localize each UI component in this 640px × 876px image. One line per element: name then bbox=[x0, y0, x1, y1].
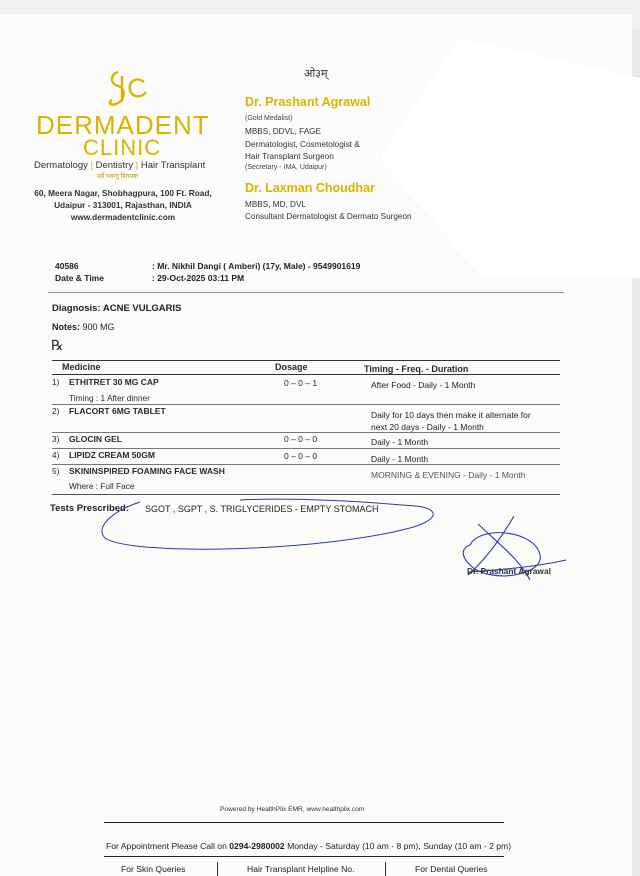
address-line-1: 60, Meera Nagar, Shobhagpura, 100 Ft. Road, bbox=[34, 188, 212, 198]
header-medicine: Medicine bbox=[62, 362, 101, 372]
medicine-note: Timing : 1 After dinner bbox=[69, 393, 150, 403]
header-timing: Timing - Freq. - Duration bbox=[364, 364, 469, 374]
footer-separator bbox=[217, 862, 218, 876]
patient-name: : Mr. Nikhil Dangi ( Amberi) (17y, Male) - 9549901619 bbox=[152, 261, 361, 271]
date-value: : 29-Oct-2025 03:11 PM bbox=[152, 273, 245, 283]
medicine-timing-cont: next 20 days - Daily - 1 Month bbox=[371, 422, 484, 432]
brand-subname: CLINIC bbox=[83, 135, 162, 160]
footer-rule bbox=[104, 856, 504, 857]
medicine-name: SKININSPIRED FOAMING FACE WASH bbox=[69, 466, 225, 476]
tests-label: Tests Prescribed: bbox=[50, 503, 130, 514]
doctor2-line: Consultant Dermatologist & Dermato Surgeon bbox=[245, 212, 412, 221]
notes: Notes: 900 MG bbox=[52, 322, 115, 332]
medicine-name: FLACORT 6MG TABLET bbox=[69, 406, 166, 416]
doctor1-line: Hair Transplant Surgeon bbox=[245, 152, 334, 161]
row-number: 3) bbox=[52, 434, 60, 444]
rx-symbol: ℞ bbox=[51, 338, 64, 354]
medicine-dosage: 0 – 0 – 0 bbox=[284, 451, 318, 461]
doctor2-line: MBBS, MD, DVL bbox=[245, 200, 306, 209]
doctor1-name: Dr. Prashant Agrawal bbox=[245, 95, 371, 109]
medicine-name: ETHITRET 30 MG CAP bbox=[69, 377, 159, 387]
patient-id: 40586 bbox=[55, 261, 79, 271]
clinic-website: www.dermadentclinic.com bbox=[70, 212, 176, 222]
footer-rule bbox=[104, 822, 504, 823]
doctor1-line: Dermatologist, Cosmetologist & bbox=[245, 140, 360, 149]
medicine-dosage: 0 – 0 – 1 bbox=[284, 378, 318, 388]
service-dermatology: Dermatology bbox=[34, 160, 88, 171]
medicine-name: GLOCIN GEL bbox=[69, 434, 122, 444]
powered-by: Powered by HealthPlix EMR, www.healthplix.com bbox=[220, 806, 365, 813]
row-number: 4) bbox=[52, 450, 60, 460]
date-label: Date & Time bbox=[55, 273, 104, 283]
doctor1-line: (Gold Medalist) bbox=[245, 115, 293, 122]
doctor2-name: Dr. Laxman Choudhar bbox=[245, 181, 375, 195]
diagnosis: Diagnosis: ACNE VULGARIS bbox=[52, 303, 182, 314]
clinic-services: Dermatology | Dentistry | Hair Transplant bbox=[34, 160, 206, 171]
doctor1-line: (Secretary - IMA, Udaipur) bbox=[245, 164, 327, 171]
appointment-line: For Appointment Please Call on 0294-2980002 Monday - Saturday (10 am - 8 pm), Sunday (10 am - 2 pm) bbox=[106, 841, 512, 851]
row-number: 1) bbox=[52, 377, 60, 387]
medicine-timing: Daily - 1 Month bbox=[371, 454, 429, 464]
om-symbol: ओ३म् bbox=[304, 67, 328, 80]
footer-separator bbox=[385, 862, 386, 876]
medicine-note: Where : Full Face bbox=[69, 481, 135, 491]
footer-hair-helpline: Hair Transplant Helpline No. bbox=[247, 864, 355, 874]
medicine-timing: Daily - 1 Month bbox=[371, 437, 429, 447]
medicine-timing: After Food - Daily - 1 Month bbox=[371, 380, 476, 390]
footer-skin-queries: For Skin Queries bbox=[121, 864, 186, 874]
service-dentistry: Dentistry bbox=[95, 160, 134, 171]
doctor1-line: MBBS, DDVL, FAGE bbox=[245, 127, 321, 136]
medicine-name: LIPIDZ CREAM 50GM bbox=[69, 450, 155, 460]
clinic-motto: सर्वे भवन्तु निरामया bbox=[97, 174, 139, 180]
address-line-2: Udaipur - 313001, Rajasthan, INDIA bbox=[54, 200, 192, 210]
medicine-timing: MORNING & EVENING - Daily - 1 Month bbox=[371, 470, 526, 480]
row-number: 2) bbox=[52, 406, 60, 416]
medicine-dosage: 0 – 0 – 0 bbox=[284, 434, 318, 444]
header-dosage: Dosage bbox=[275, 362, 308, 372]
signature-name: Dr. Prashant Agrawal bbox=[467, 566, 551, 576]
footer-dental-queries: For Dental Queries bbox=[415, 864, 488, 874]
tests-value: SGOT , SGPT , S. TRIGLYCERIDES - EMPTY STOMACH bbox=[145, 504, 379, 514]
row-number: 5) bbox=[52, 466, 60, 476]
service-hair-transplant: Hair Transplant bbox=[140, 160, 206, 171]
medicine-timing: Daily for 10 days then make it alternate for bbox=[371, 410, 531, 420]
brand-name: DERMADENT bbox=[36, 110, 210, 140]
